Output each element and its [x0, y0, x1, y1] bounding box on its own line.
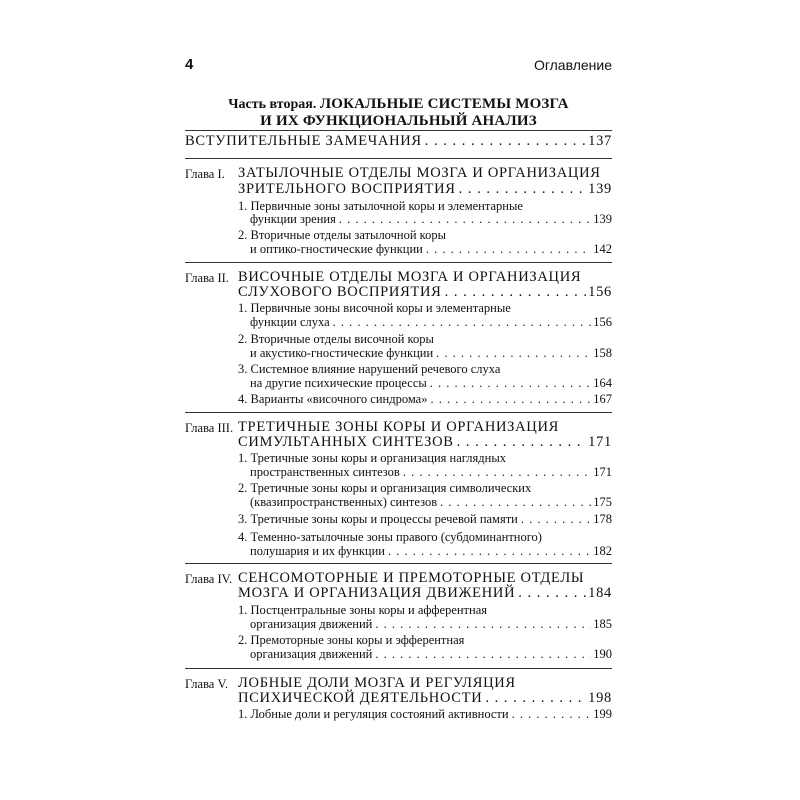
divider	[185, 563, 612, 564]
dot-leader	[333, 315, 592, 329]
section-title-line1: 2. Третичные зоны коры и организация символических	[238, 481, 532, 495]
entry-page: 137	[588, 133, 612, 149]
dot-leader	[425, 133, 586, 149]
section-title: 4. Варианты «височного синдрома»	[238, 392, 428, 406]
chapter-title-line1: ТРЕТИЧНЫЕ ЗОНЫ КОРЫ И ОРГАНИЗАЦИЯ	[238, 419, 560, 435]
section-title-line2: пространственных синтезов	[250, 465, 400, 479]
section-page: 175	[593, 495, 612, 509]
page-number: 4	[185, 56, 194, 73]
toc-entry-section[interactable]	[250, 242, 612, 256]
section-page: 139	[593, 212, 612, 226]
chapter-title-line2: СЛУХОВОГО ВОСПРИЯТИЯ	[238, 284, 442, 300]
dot-leader	[375, 647, 591, 661]
section-title-line2: полушария и их функции	[250, 544, 385, 558]
section-title-line1: 1. Первичные зоны височной коры и элементарные	[238, 301, 511, 315]
toc-entry-section[interactable]	[250, 495, 612, 509]
dot-leader	[430, 376, 591, 390]
dot-leader	[375, 617, 591, 631]
chapter-page: 198	[588, 690, 612, 706]
section-title-line1: 2. Вторичные отделы затылочной коры	[238, 228, 446, 242]
chapter-page: 156	[588, 284, 612, 300]
divider	[185, 262, 612, 263]
dot-leader	[388, 544, 591, 558]
section-page: 190	[593, 647, 612, 661]
divider	[185, 130, 612, 131]
chapter-label: Глава III.	[185, 421, 234, 435]
chapter-label: Глава I.	[185, 167, 225, 181]
dot-leader	[485, 690, 586, 706]
section-title-line2: организация движений	[250, 647, 373, 661]
chapter-title-line1: ВИСОЧНЫЕ ОТДЕЛЫ МОЗГА И ОРГАНИЗАЦИЯ	[238, 269, 582, 285]
section-page: 142	[593, 242, 612, 256]
chapter-page: 184	[588, 585, 612, 601]
toc-entry-chapter[interactable]	[238, 284, 612, 300]
section-title-line1: 2. Премоторные зоны коры и эфферентная	[238, 633, 465, 647]
toc-entry-section[interactable]	[250, 544, 612, 558]
section-title: 3. Третичные зоны коры и процессы речевой памяти	[238, 512, 518, 526]
toc-entry-section[interactable]	[238, 707, 612, 721]
running-title: Оглавление	[533, 57, 612, 73]
toc-entry-section[interactable]	[238, 392, 612, 406]
toc-entry-section[interactable]	[250, 376, 612, 390]
chapter-title-line1: ЗАТЫЛОЧНЫЕ ОТДЕЛЫ МОЗГА И ОРГАНИЗАЦИЯ	[238, 165, 601, 181]
dot-leader	[426, 242, 591, 256]
divider	[185, 158, 612, 159]
section-title-line2: (квазипространственных) синтезов	[250, 495, 438, 509]
toc-entry-section[interactable]	[250, 315, 612, 329]
dot-leader	[459, 181, 587, 197]
dot-leader	[457, 434, 587, 450]
toc-entry-section[interactable]	[250, 465, 612, 479]
chapter-title-line2: ПСИХИЧЕСКОЙ ДЕЯТЕЛЬНОСТИ	[238, 690, 483, 706]
toc-entry-chapter[interactable]	[238, 181, 612, 197]
toc-entry-chapter[interactable]	[238, 585, 612, 601]
chapter-title-line1: ЛОБНЫЕ ДОЛИ МОЗГА И РЕГУЛЯЦИЯ	[238, 675, 516, 691]
section-title-line1: 4. Теменно-затылочные зоны правого (субдоминантного)	[238, 530, 542, 544]
section-title-line1: 2. Вторичные отделы височной коры	[238, 332, 434, 346]
divider	[185, 412, 612, 413]
section-page: 171	[593, 465, 612, 479]
section-title-line2: функции зрения	[250, 212, 336, 226]
section-title-line1: 1. Третичные зоны коры и организация наглядных	[238, 451, 506, 465]
chapter-label: Глава II.	[185, 271, 229, 285]
section-page: 199	[593, 707, 612, 721]
toc-entry-chapter[interactable]	[238, 434, 612, 450]
part-title-line2: И ИХ ФУНКЦИОНАЛЬНЫЙ АНАЛИЗ	[260, 113, 537, 129]
section-title: 1. Лобные доли и регуляция состояний активности	[238, 707, 509, 721]
section-title-line2: и оптико-гностические функции	[250, 242, 423, 256]
part-heading	[185, 96, 612, 130]
section-title-line2: функции слуха	[250, 315, 330, 329]
divider	[185, 668, 612, 669]
section-title-line2: организация движений	[250, 617, 373, 631]
part-prefix: Часть вторая.	[228, 97, 317, 112]
section-title-line1: 1. Постцентральные зоны коры и афферентная	[238, 603, 488, 617]
section-page: 185	[593, 617, 612, 631]
section-page: 182	[593, 544, 612, 558]
toc-entry-section[interactable]	[250, 212, 612, 226]
chapter-title-line1: СЕНСОМОТОРНЫЕ И ПРЕМОТОРНЫЕ ОТДЕЛЫ	[238, 570, 585, 586]
chapter-title-line2: СИМУЛЬТАННЫХ СИНТЕЗОВ	[238, 434, 454, 450]
dot-leader	[445, 284, 587, 300]
chapter-title-line2: ЗРИТЕЛЬНОГО ВОСПРИЯТИЯ	[238, 181, 456, 197]
section-title-line1: 1. Первичные зоны затылочной коры и элементарные	[238, 199, 523, 213]
toc-entry-section[interactable]	[250, 346, 612, 360]
dot-leader	[339, 212, 591, 226]
section-page: 156	[593, 315, 612, 329]
chapter-page: 139	[588, 181, 612, 197]
chapter-title-line2: МОЗГА И ОРГАНИЗАЦИЯ ДВИЖЕНИЙ	[238, 585, 516, 601]
dot-leader	[436, 346, 591, 360]
chapter-label: Глава IV.	[185, 572, 233, 586]
toc-entry-section[interactable]	[250, 647, 612, 661]
chapter-label: Глава V.	[185, 677, 229, 691]
section-title-line2: и акустико-гностические функции	[250, 346, 434, 360]
dot-leader	[521, 512, 591, 526]
part-title-line1: ЛОКАЛЬНЫЕ СИСТЕМЫ МОЗГА	[319, 96, 569, 112]
dot-leader	[518, 585, 586, 601]
toc-entry-chapter[interactable]	[238, 690, 612, 706]
section-page: 164	[593, 376, 612, 390]
dot-leader	[440, 495, 591, 509]
section-title-line1: 3. Системное влияние нарушений речевого слуха	[238, 362, 501, 376]
toc-entry-section[interactable]	[238, 512, 612, 526]
dot-leader	[512, 707, 592, 721]
section-page: 158	[593, 346, 612, 360]
toc-entry-section[interactable]	[250, 617, 612, 631]
section-page: 167	[593, 392, 612, 406]
dot-leader	[403, 465, 591, 479]
section-page: 178	[593, 512, 612, 526]
dot-leader	[430, 392, 591, 406]
toc-entry-intro[interactable]	[185, 133, 612, 149]
chapter-page: 171	[588, 434, 612, 450]
section-title-line2: на другие психические процессы	[250, 376, 427, 390]
entry-title: ВСТУПИТЕЛЬНЫЕ ЗАМЕЧАНИЯ	[185, 133, 422, 149]
